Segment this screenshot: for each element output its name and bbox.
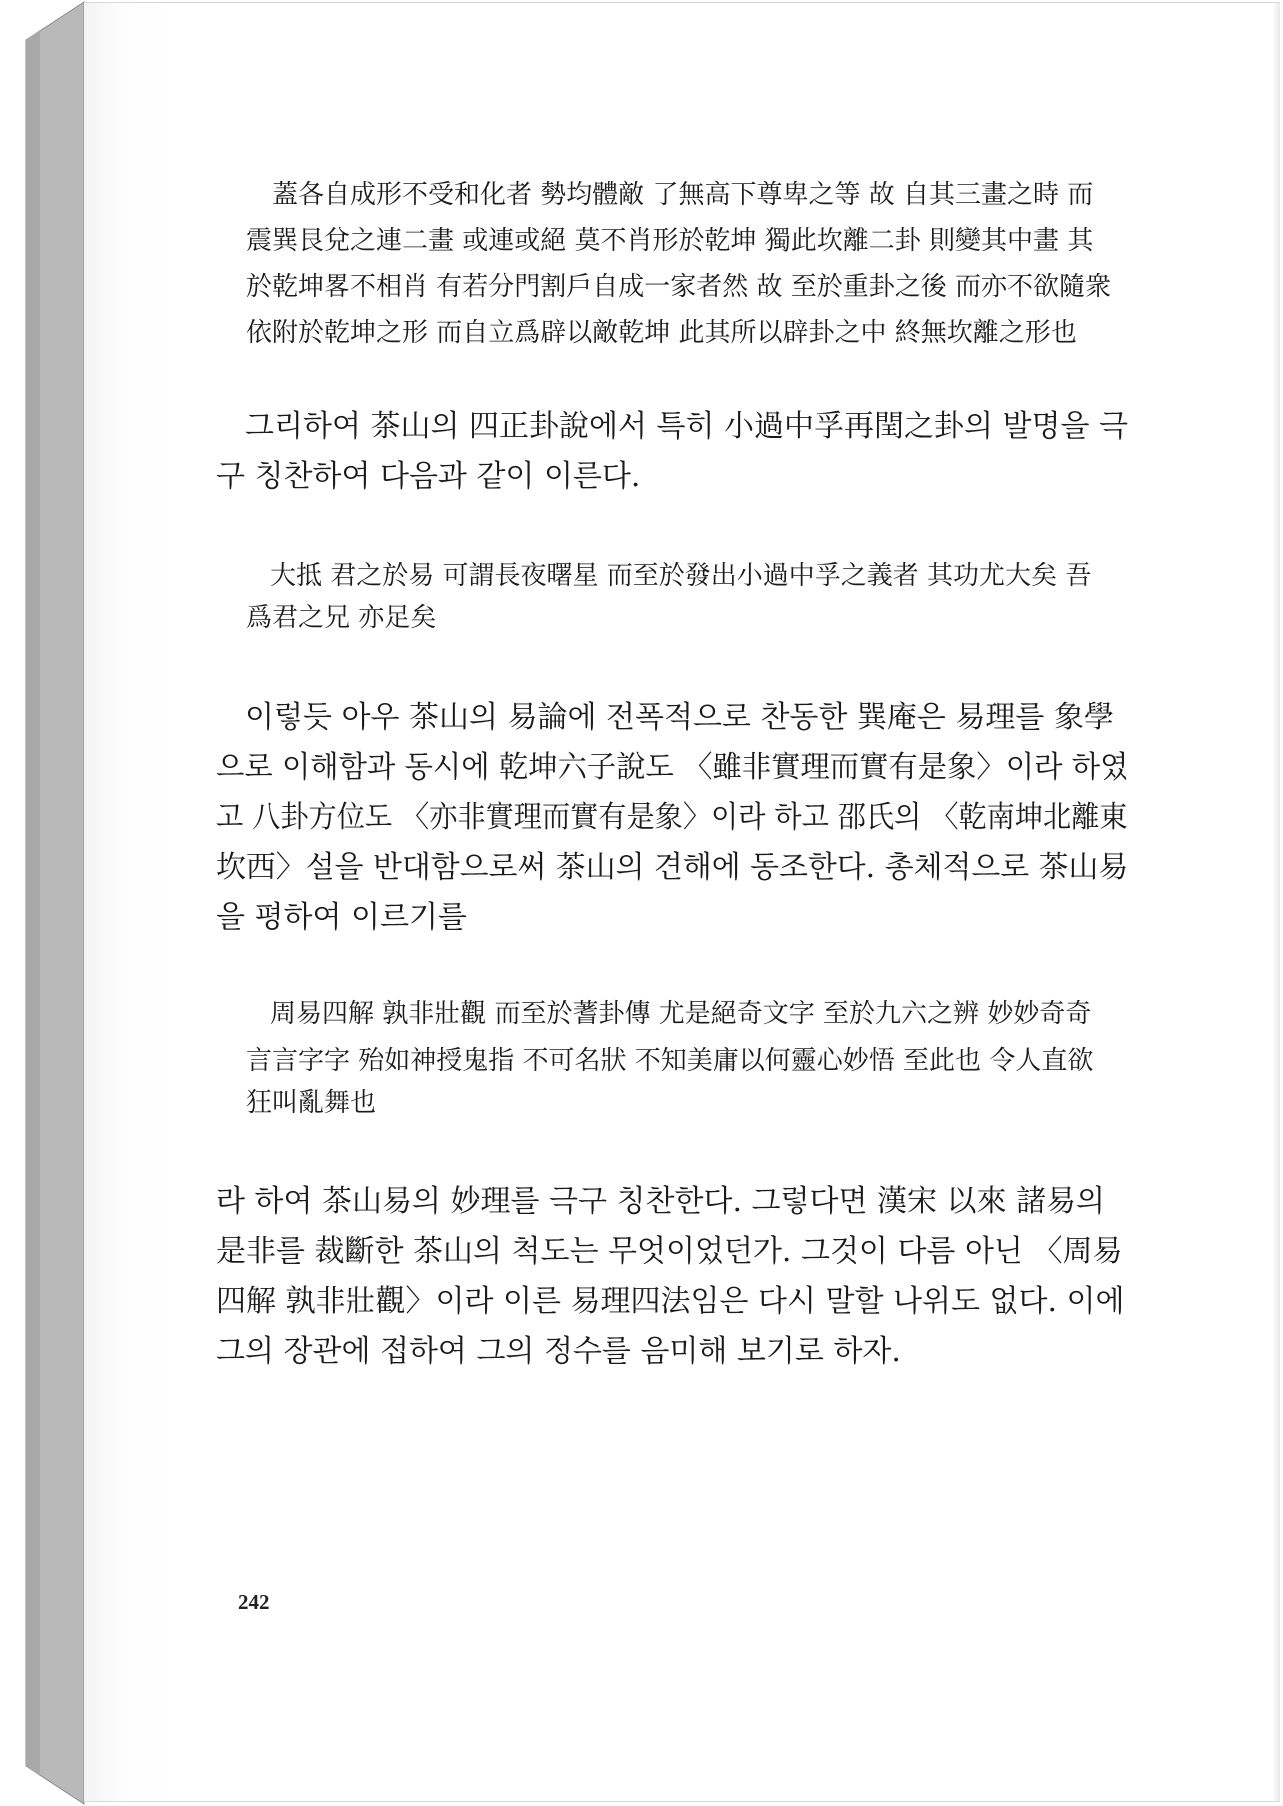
quote-3-line-2: 言言字字 殆如神授鬼指 不可名狀 不知美庸以何靈心妙悟 至此也 令人直欲 (246, 1046, 1094, 1076)
quote-2-line-2: 爲君之兄 亦足矣 (246, 603, 437, 633)
paragraph-2-line-5: 을 평하여 이르기를 (216, 900, 467, 935)
paragraph-1-line-2: 구 칭찬하여 다음과 같이 이른다. (216, 459, 641, 494)
paragraph-2-line-1: 이렇듯 아우 茶山의 易論에 전폭적으로 찬동한 巽庵은 易理를 象學 (245, 700, 1114, 735)
book-spine (0, 0, 90, 1806)
quote-1-line-4: 依附於乾坤之形 而自立爲辟以敵乾坤 此其所以辟卦之中 終無坎離之形也 (246, 318, 1077, 348)
paragraph-3-line-2: 是非를 裁斷한 茶山의 척도는 무엇이었던가. 그것이 다름 아닌 〈周易 (216, 1234, 1123, 1269)
quote-3-line-1: 周易四解 孰非壯觀 而至於蓍卦傳 尤是絕奇文字 至於九六之辨 妙妙奇奇 (270, 999, 1092, 1029)
quote-1-line-2: 震巽艮兌之連二畫 或連或絕 莫不肖形於乾坤 獨此坎離二卦 則變其中畫 其 (246, 226, 1094, 256)
paragraph-1-line-1: 그리하여 茶山의 四正卦說에서 특히 小過中孚再閏之卦의 발명을 극 (245, 409, 1128, 444)
quote-1-line-3: 於乾坤畧不相肖 有若分門割戶自成一家者然 故 至於重卦之後 而亦不欲隨衆 (246, 272, 1112, 302)
paragraph-2-line-4: 坎西〉설을 반대함으로써 茶山의 견해에 동조한다. 총체적으로 茶山易 (216, 850, 1129, 885)
page-number: 242 (238, 1590, 270, 1614)
quote-1-line-1: 蓋各自成形不受和化者 勢均體敵 了無高下尊卑之等 故 自其三畫之時 而 (272, 180, 1094, 210)
paragraph-2-line-2: 으로 이해함과 동시에 乾坤六子說도 〈雖非實理而實有是象〉이라 하였 (216, 750, 1129, 785)
paragraph-3-line-3: 四解 孰非壯觀〉이라 이른 易理四法임은 다시 말할 나위도 없다. 이에 (216, 1284, 1125, 1319)
paragraph-3-line-1: 라 하여 茶山易의 妙理를 극구 칭찬한다. 그렇다면 漢宋 以來 諸易의 (216, 1184, 1106, 1219)
paragraph-2-line-3: 고 八卦方位도 〈亦非實理而實有是象〉이라 하고 邵氏의 〈乾南坤北離東 (216, 800, 1128, 835)
quote-2-line-1: 大抵 君之於易 可謂長夜曙星 而至於發出小過中孚之義者 其功尤大矣 吾 (270, 561, 1092, 591)
page-edge (1272, 3, 1280, 1801)
quote-3-line-3: 狂叫亂舞也 (246, 1088, 377, 1118)
paragraph-3-line-4: 그의 장관에 접하여 그의 정수를 음미해 보기로 하자. (216, 1334, 901, 1369)
